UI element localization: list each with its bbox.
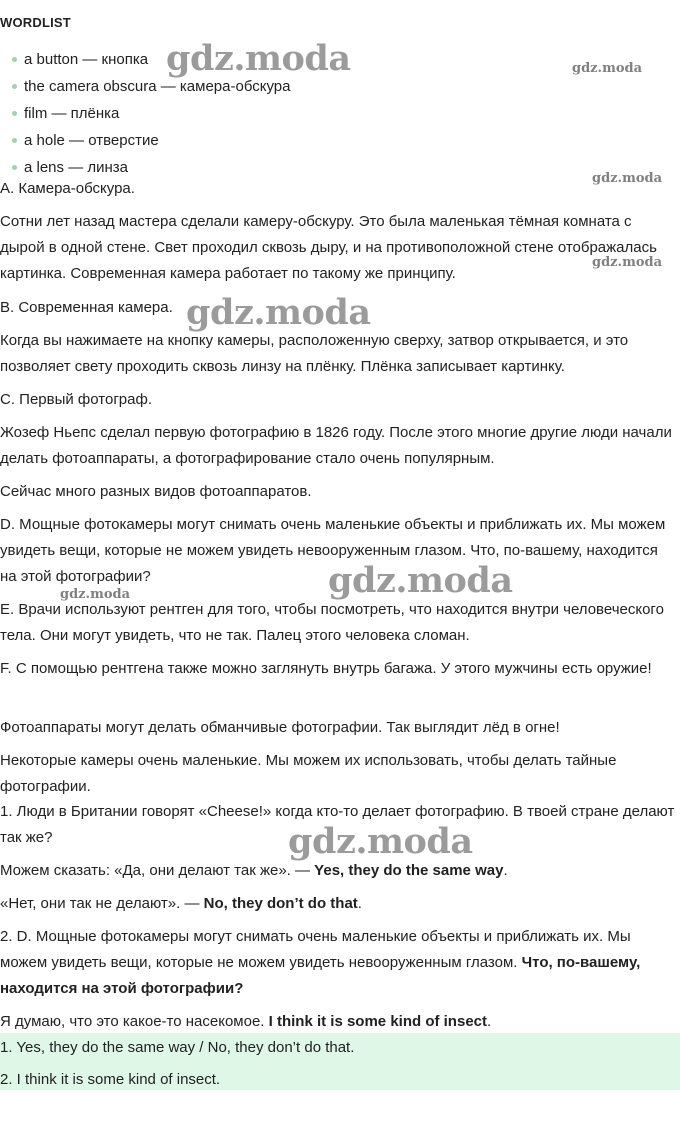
- bullet-icon: [12, 57, 17, 62]
- watermark-logo: gdz.moda: [186, 292, 371, 333]
- section-g-text: Фотоаппараты могут делать обманчивые фотографии. Так выглядит лёд в огне!: [0, 719, 560, 736]
- bullet-icon: [12, 138, 17, 143]
- section-c-title: C. Первый фотограф.: [0, 391, 152, 408]
- question-2: 2. D. Мощные фотокамеры могут снимать очень маленькие объекты и приближать их. Мы можем увидеть вещи, которые не можем увидеть невооруженным глазом. Что, по-вашему, находится на этой фотографии?: [0, 928, 641, 997]
- section-d-text: D. Мощные фотокамеры могут снимать очень маленькие объекты и приближать их. Мы можем увидеть вещи, которые не можем увидеть невооруженным глазом. Что, по-вашему, находится на этой фотографии?: [0, 516, 666, 585]
- watermark-logo: gdz.moda: [572, 61, 643, 76]
- watermark-logo: gdz.moda: [166, 38, 351, 79]
- bullet-icon: [12, 84, 17, 89]
- watermark-logo: gdz.moda: [592, 255, 663, 270]
- wordlist-item: a hole — отверстие: [12, 128, 159, 154]
- section-b-title: B. Современная камера.: [0, 299, 173, 316]
- section-b-text: Когда вы нажимаете на кнопку камеры, расположенную сверху, затвор открывается, и это позволяет свету проходить сквозь линзу на плёнку. Плёнка записывает картинку.: [0, 332, 629, 375]
- answer-2: 2. I think it is some kind of insect.: [0, 1071, 221, 1088]
- answer-yes-line: Можем сказать: «Да, они делают так же». — Yes, they do the same way.: [0, 862, 508, 879]
- bullet-icon: [12, 165, 17, 170]
- watermark-logo: gdz.moda: [592, 171, 663, 186]
- wordlist-item: a lens — линза: [12, 155, 128, 181]
- answers-box: [0, 1033, 680, 1090]
- wordlist-title: WORDLIST: [0, 15, 71, 30]
- wordlist-item: film — плёнка: [12, 101, 119, 127]
- section-f-text: F. С помощью рентгена также можно заглянуть внутрь багажа. У этого мужчины есть оружие!: [0, 660, 652, 677]
- answer-no-line: «Нет, они так не делают». — No, they don’t do that.: [0, 895, 362, 912]
- question-1: 1. Люди в Британии говорят «Cheese!» когда кто-то делает фотографию. В твоей стране делают так же?: [0, 803, 675, 846]
- watermark-logo: gdz.moda: [60, 587, 131, 602]
- section-c-text-2: Сейчас много разных видов фотоаппаратов.: [0, 483, 312, 500]
- answer-1: 1. Yes, they do the same way / No, they don’t do that.: [0, 1039, 355, 1056]
- wordlist-item: a button — кнопка: [12, 47, 148, 73]
- watermark-logo: gdz.moda: [288, 821, 473, 862]
- bullet-icon: [12, 111, 17, 116]
- section-c-text: Жозеф Ньепс сделал первую фотографию в 1826 году. После этого многие другие люди начали делать фотоаппараты, а фотографирование стало очень популярным.: [0, 424, 672, 467]
- watermark-logo: gdz.moda: [328, 560, 513, 601]
- section-a-title: A. Камера-обскура.: [0, 180, 135, 197]
- section-a-text: Сотни лет назад мастера сделали камеру-обскуру. Это была маленькая тёмная комната с дырой в одной стене. Свет проходил сквозь дыру, и на противоположной стене отображалась картинка. Современная камера работает по такому же принципу.: [0, 213, 657, 282]
- section-e-text: E. Врачи используют рентген для того, чтобы посмотреть, что находится внутри человеческого тела. Они могут увидеть, что не так. Палец этого человека сломан.: [0, 601, 664, 644]
- section-h-text: Некоторые камеры очень маленькие. Мы можем их использовать, чтобы делать тайные фотографии.: [0, 752, 617, 795]
- wordlist-item: the camera obscura — камера-обскура: [12, 74, 290, 100]
- answer-think-line: Я думаю, что это какое-то насекомое. I think it is some kind of insect.: [0, 1013, 492, 1030]
